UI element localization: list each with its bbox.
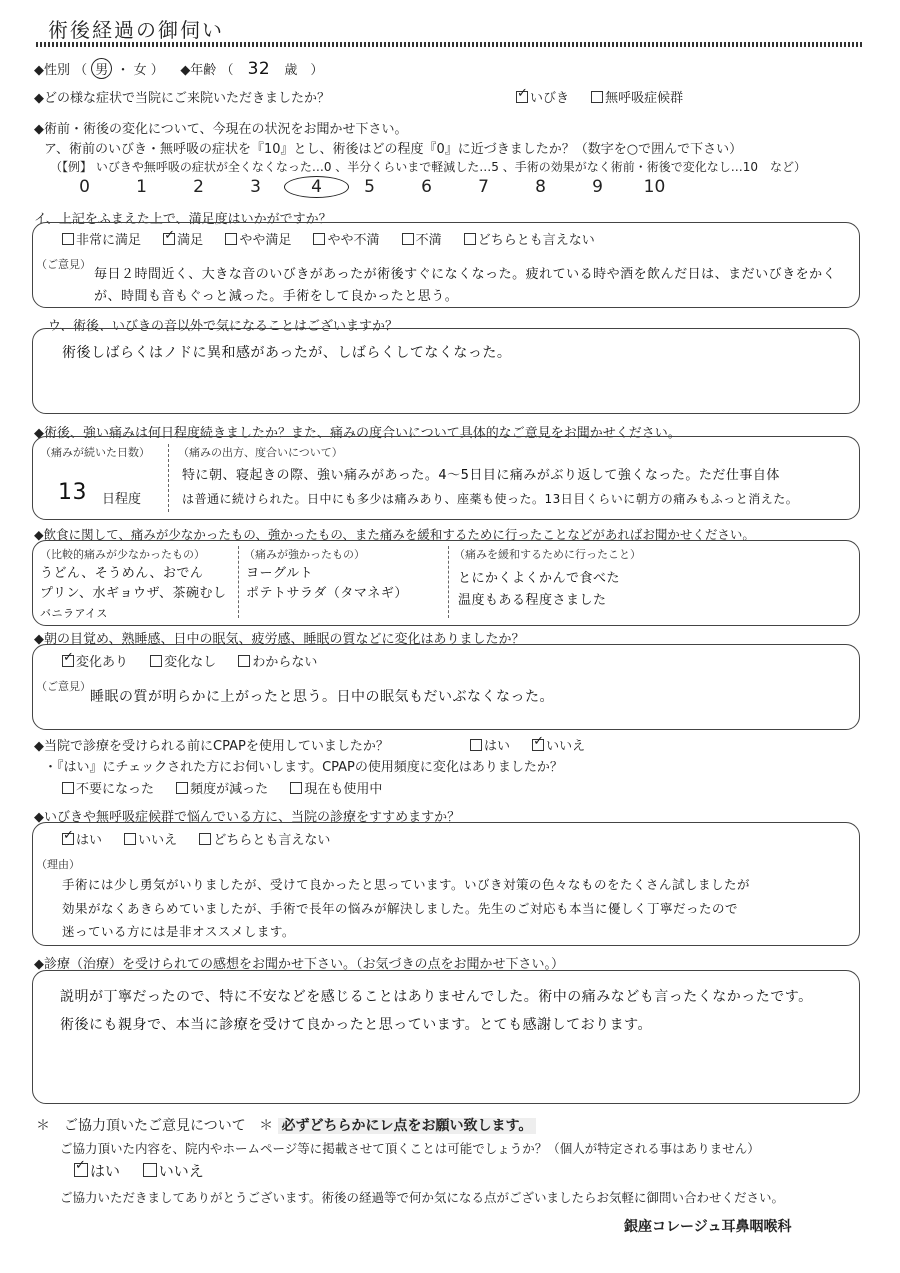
checkbox-icon[interactable]	[62, 782, 74, 794]
sleep-options	[62, 651, 335, 670]
title-divider	[36, 42, 862, 47]
cpap-option-yes[interactable]: はい	[470, 739, 510, 754]
food-col3-label: （痛みを緩和するために行ったこと）	[454, 548, 641, 561]
gender-separator: ・	[116, 63, 130, 78]
recommend-option-yes[interactable]: ✓はい	[62, 833, 102, 848]
sleep-option-unchanged[interactable]: 変化なし	[150, 655, 216, 670]
gender-female-option[interactable]: 女	[133, 63, 147, 78]
sleep-option-unknown[interactable]: わからない	[238, 655, 317, 670]
satisfaction-opinion-label: （ご意見）	[36, 258, 91, 271]
scale-3[interactable]: 3	[250, 177, 261, 197]
checkbox-icon[interactable]	[313, 233, 325, 245]
consent-option-no[interactable]: いいえ	[143, 1162, 204, 1180]
other-concern-answer[interactable]: 術後しばらくはノドに異和感があったが、しばらくしてなくなった。	[62, 345, 512, 361]
food-col1-item: プリン、水ギョウザ、茶碗むし	[40, 586, 227, 601]
change-heading: ◆術前・術後の変化について、今現在の状況をお聞かせ下さい。	[34, 122, 408, 137]
sat-option-3[interactable]: やや満足	[225, 233, 291, 248]
scale-6[interactable]: 6	[421, 177, 432, 197]
age-value[interactable]: 32	[247, 59, 271, 79]
pain-question: ◆術後、強い痛みは何日程度続きましたか？また、痛みの度合いについて具体的なご意見をお聞かせください。	[34, 426, 681, 441]
checkbox-icon[interactable]	[176, 782, 188, 794]
satisfaction-answer-line1[interactable]: 毎日２時間近く、大きな音のいびきがあったが術後すぐになくなった。疲れている時や酒を飲んだ日は、まだいびきをかく	[94, 267, 837, 282]
checkbox-icon[interactable]	[199, 833, 211, 845]
other-concern-box	[32, 328, 860, 414]
scale-4-selected[interactable]: 4	[284, 176, 341, 198]
food-question: ◆飲食に関して、痛みが少なかったもの、強かったもの、また痛みを緩和するために行ったことなどがあればお聞かせください。	[34, 527, 755, 542]
recommend-question: ◆いびきや無呼吸症候群で悩んでいる方に、当院の診療をすすめますか？	[34, 810, 461, 825]
sat-option-6[interactable]: どちらとも言えない	[464, 233, 595, 248]
consent-heading	[36, 1115, 536, 1135]
food-col2-item: ポテトサラダ（タマネギ）	[246, 586, 408, 601]
food-col1-item: バニラアイス	[40, 607, 108, 620]
pain-answer-line1[interactable]: 特に朝、寝起きの際、強い痛みがあった。4〜5日目に痛みがぶり返して強くなった。ただ仕事自体	[182, 468, 780, 483]
age-open-paren: （	[220, 63, 234, 78]
age-label: ◆年齢	[180, 63, 217, 78]
satisfaction-answer-line2[interactable]: が、時間も音もぐっと減った。手術をして良かったと思う。	[94, 289, 459, 304]
checkbox-icon[interactable]	[402, 233, 414, 245]
checkbox-icon[interactable]	[124, 833, 136, 845]
sat-option-4[interactable]: やや不満	[313, 233, 379, 248]
food-col2-list[interactable]	[246, 564, 408, 604]
clinic-name: 銀座コレージュ耳鼻咽喉科	[624, 1219, 792, 1235]
gender-age-row	[34, 58, 323, 79]
scale-0[interactable]: 0	[79, 177, 90, 197]
recommend-reason-line3[interactable]: 迷っている方には是非オススメします。	[62, 924, 295, 939]
pain-answer-line2[interactable]: は普通に続けられた。日中にも多少は痛みあり、座薬も使った。13日目くらいに朝方の痛みもふっと消えた。	[182, 492, 799, 506]
checkbox-icon[interactable]	[532, 739, 544, 751]
scale-10[interactable]: 10	[643, 177, 666, 197]
sat-option-1[interactable]: 非常に満足	[62, 233, 141, 248]
symptom-apnea-option[interactable]: 無呼吸症候群	[591, 91, 683, 106]
consent-thanks: ご協力いただきましてありがとうございます。術後の経過等で何か気になる点がございましたらお気軽に御問い合わせください。	[60, 1190, 785, 1205]
gender-open-paren: （	[74, 63, 88, 78]
page-title: 術後経過の御伺い	[48, 18, 224, 42]
recommend-reason-label: （理由）	[36, 858, 80, 871]
other-concern-question: ウ、術後、いびきの音以外で気になることはございますか？	[48, 319, 398, 334]
cpap-followup-3[interactable]: 現在も使用中	[290, 782, 382, 797]
cpap-options	[470, 735, 603, 754]
cpap-followup-1[interactable]: 不要になった	[62, 782, 154, 797]
cpap-followup-2[interactable]: 頻度が減った	[176, 782, 268, 797]
symptoms-options	[516, 87, 701, 106]
recommend-options	[62, 829, 348, 848]
recommend-option-neutral[interactable]: どちらとも言えない	[199, 833, 330, 848]
impression-question: ◆診療（治療）を受けられての感想をお聞かせ下さい。（お気づきの点をお聞かせ下さい。）	[34, 957, 564, 972]
food-col3-item: 温度もある程度さました	[458, 593, 607, 608]
cpap-followup-question: ・『はい』にチェックされた方にお伺いします。CPAPの使用頻度に変化はありましたか？	[44, 760, 563, 775]
sat-option-2[interactable]: ✓ 満足	[163, 233, 203, 248]
pain-days-label: （痛みが続いた日数）	[40, 446, 150, 459]
recommend-reason-line2[interactable]: 効果がなくあきらめていましたが、手術で長年の悩みが解決しました。先生のご対応も本当に優しく丁寧だったので	[62, 901, 739, 916]
checkbox-icon[interactable]	[591, 91, 603, 103]
scale-9[interactable]: 9	[592, 177, 603, 197]
consent-question: ご協力頂いた内容を、院内やホームページ等に掲載させて頂くことは可能でしょうか？（個人が特定される事はありません）	[60, 1141, 760, 1156]
recommend-option-no[interactable]: いいえ	[124, 833, 177, 848]
pain-days-value[interactable]: 13	[58, 480, 87, 505]
consent-heading-2: ＊	[259, 1118, 274, 1134]
age-unit: 歳 ）	[284, 63, 324, 78]
checkbox-icon[interactable]	[516, 91, 528, 103]
change-example: （【例】 いびきや無呼吸の症状が全くなくなった…0 、半分くらいまで軽減した…5 、手術の効果がなく術前・術後で変化なし…10 など）	[50, 160, 806, 174]
gender-label: ◆性別	[34, 63, 70, 78]
food-col3-item: とにかくよくかんで食べた	[458, 571, 621, 586]
pain-divider	[168, 444, 169, 512]
gender-close-paren: ）	[150, 63, 164, 78]
checkbox-icon[interactable]	[290, 782, 302, 794]
food-col2-label: （痛みが強かったもの）	[244, 548, 365, 561]
consent-options	[74, 1160, 222, 1181]
food-col1-item: うどん、そうめん、おでん	[40, 566, 204, 581]
scale-2[interactable]: 2	[193, 177, 204, 197]
consent-option-yes[interactable]: ✓はい	[74, 1162, 120, 1180]
consent-instruction: 必ずどちらかにレ点をお願い致します。	[278, 1118, 537, 1134]
sleep-opinion-label: （ご意見）	[36, 680, 91, 693]
pain-days-unit: 日程度	[102, 492, 142, 507]
food-col1-list[interactable]	[40, 564, 227, 624]
checkbox-icon[interactable]	[74, 1163, 88, 1177]
impression-answer-line2[interactable]: 術後にも親身で、本当に診療を受けて良かったと思っています。とても感謝しております。	[60, 1017, 652, 1033]
cpap-followup-options	[62, 778, 400, 797]
satisfaction-question: イ、上記をふまえた上で、満足度はいかがですか？	[34, 212, 332, 227]
food-col2-item: ヨーグルト	[246, 566, 314, 581]
checkbox-icon[interactable]	[143, 1163, 157, 1177]
scale-8[interactable]: 8	[535, 177, 546, 197]
gender-male-option[interactable]: 男	[91, 58, 112, 79]
food-divider-2	[448, 546, 449, 618]
impression-answer-line1[interactable]: 説明が丁寧だったので、特に不安などを感じることはありませんでした。術中の痛みなども言ったくなかったです。	[60, 989, 813, 1005]
change-scale	[56, 176, 683, 198]
cpap-question: ◆当院で診療を受けられる前にCPAPを使用していましたか？	[34, 739, 389, 754]
checkbox-icon[interactable]	[62, 655, 74, 667]
symptom-snoring-option[interactable]: ✓ いびき	[516, 91, 569, 106]
scale-5[interactable]: 5	[364, 177, 375, 197]
change-question: ア、術前のいびき・無呼吸の症状を『10』とし、術後はどの程度『0』に近づきましたか？（数字を○で囲んで下さい）	[44, 142, 743, 157]
food-col3-list[interactable]	[458, 568, 620, 612]
checkbox-icon[interactable]	[163, 233, 175, 245]
symptoms-question: ◆どの様な症状で当院にご来院いただきましたか？	[34, 91, 330, 106]
food-divider-1	[238, 546, 239, 618]
sleep-answer[interactable]: 睡眠の質が明らかに上がったと思う。日中の眠気もだいぶなくなった。	[90, 689, 554, 705]
pain-degree-label: （痛みの出方、度合いについて）	[178, 446, 343, 459]
consent-heading-1: ＊ ご協力頂いたご意見について	[36, 1118, 246, 1134]
checkbox-icon[interactable]	[470, 739, 482, 751]
sleep-option-changed[interactable]: ✓変化あり	[62, 655, 128, 670]
sat-option-5[interactable]: 不満	[402, 233, 442, 248]
checkbox-icon[interactable]	[62, 833, 74, 845]
checkbox-icon[interactable]	[62, 233, 74, 245]
checkbox-icon[interactable]	[464, 233, 476, 245]
satisfaction-options	[62, 229, 613, 248]
sleep-question: ◆朝の目覚め、熟睡感、日中の眠気、疲労感、睡眠の質などに変化はありましたか？	[34, 632, 525, 647]
checkbox-icon[interactable]	[238, 655, 250, 667]
food-col1-label: （比較的痛みが少なかったもの）	[40, 548, 205, 561]
checkbox-icon[interactable]	[225, 233, 237, 245]
cpap-option-no[interactable]: ✓ いいえ	[532, 739, 585, 754]
scale-7[interactable]: 7	[478, 177, 489, 197]
scale-1[interactable]: 1	[136, 177, 147, 197]
recommend-reason-line1[interactable]: 手術には少し勇気がいりましたが、受けて良かったと思っています。いびき対策の色々なものをたくさん試しましたが	[62, 877, 751, 892]
checkbox-icon[interactable]	[150, 655, 162, 667]
